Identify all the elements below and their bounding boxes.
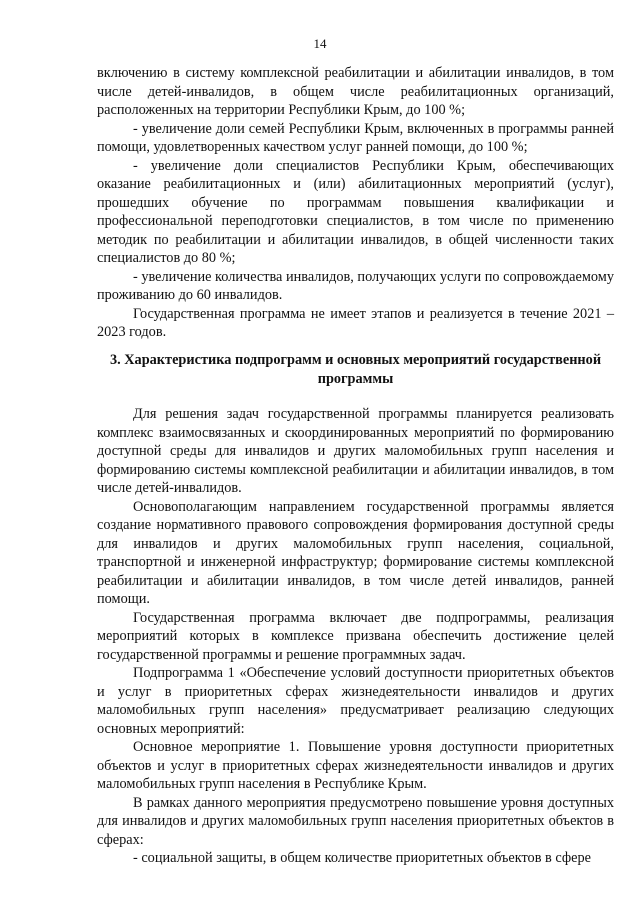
paragraph-tasks: Для решения задач государственной программы планируется реализовать комплекс взаимосвязанных и скоординированных мероприятий по формированию доступной среды для инвалидов и других маломобильных групп населения и формированию системы комплексной реабилитации и абилитации инвалидов, в том числе детей-инвалидов. [97, 406, 614, 496]
paragraph-subprogram-1: Подпрограмма 1 «Обеспечение условий доступности приоритетных объектов и услуг в приоритетных сферах жизнедеятельности инвалидов и других маломобильных групп населения» предусматривает реализацию следующих основных мероприятий: [97, 665, 614, 737]
paragraph-main-measure-1: Основное мероприятие 1. Повышение уровня доступности приоритетных объектов и услуг в приоритетных сферах жизнедеятельности инвалидов и других маломобильных групп населения в Республике Крым. [97, 739, 614, 792]
paragraph-subprograms: Государственная программа включает две подпрограммы, реализация мероприятий которых в комплексе призвана обеспечить достижение целей государственной программы и решение программных задач. [97, 609, 614, 663]
paragraph-program-period: Государственная программа не имеет этапов и реализуется в течение 2021 – 2023 годов. [97, 305, 614, 340]
paragraph-social-protection: - социальной защиты, в общем количестве приоритетных объектов в сфере [133, 850, 591, 866]
paragraph-main-direction: Основополагающим направлением государственной программы является создание нормативного правового сопровождения формирования доступной среды для инвалидов и других маломобильных групп населения, социальной, транспортной и инженерной инфраструктур; формирование системы комплексной реабилитации и абилитации инвалидов, в том числе детей инвалидов, ранней помощи. [97, 498, 614, 607]
paragraph-continuation: включению в систему комплексной реабилитации и абилитации инвалидов, в том числе детей-инвалидов, в общем числе реабилитационных организаций, расположенных на территории Республики Крым, до 100 %; [97, 65, 614, 118]
top-text-block [97, 64, 614, 342]
paragraph-supported-living: - увеличение количества инвалидов, получающих услуги по сопровождаемому проживанию до 60 инвалидов. [97, 268, 614, 303]
paragraph-early-help: - увеличение доли семей Республики Крым, включенных в программы ранней помощи, удовлетворенных качеством услуг ранней помощи, до 100 %; [97, 120, 614, 155]
paragraph-specialists: - увеличение доли специалистов Республики Крым, обеспечивающих оказание реабилитационных и (или) абилитационных мероприятий (услуг), прошедших обучение по программам повышения квалификации и профессиональной переподготовки специалистов, в том числе по применению методик по реабилитации и абилитации инвалидов, в общей численности таких специалистов до 80 %; [97, 157, 614, 266]
page-number: 14 [313, 36, 327, 51]
paragraph-measure-scope: В рамках данного мероприятия предусмотрено повышение уровня доступных для инвалидов и других маломобильных групп населения приоритетных объектов в сферах: [97, 794, 614, 848]
section-title: 3. Характеристика подпрограмм и основных мероприятий государственной программы [109, 352, 602, 387]
bottom-text-block [97, 405, 614, 868]
